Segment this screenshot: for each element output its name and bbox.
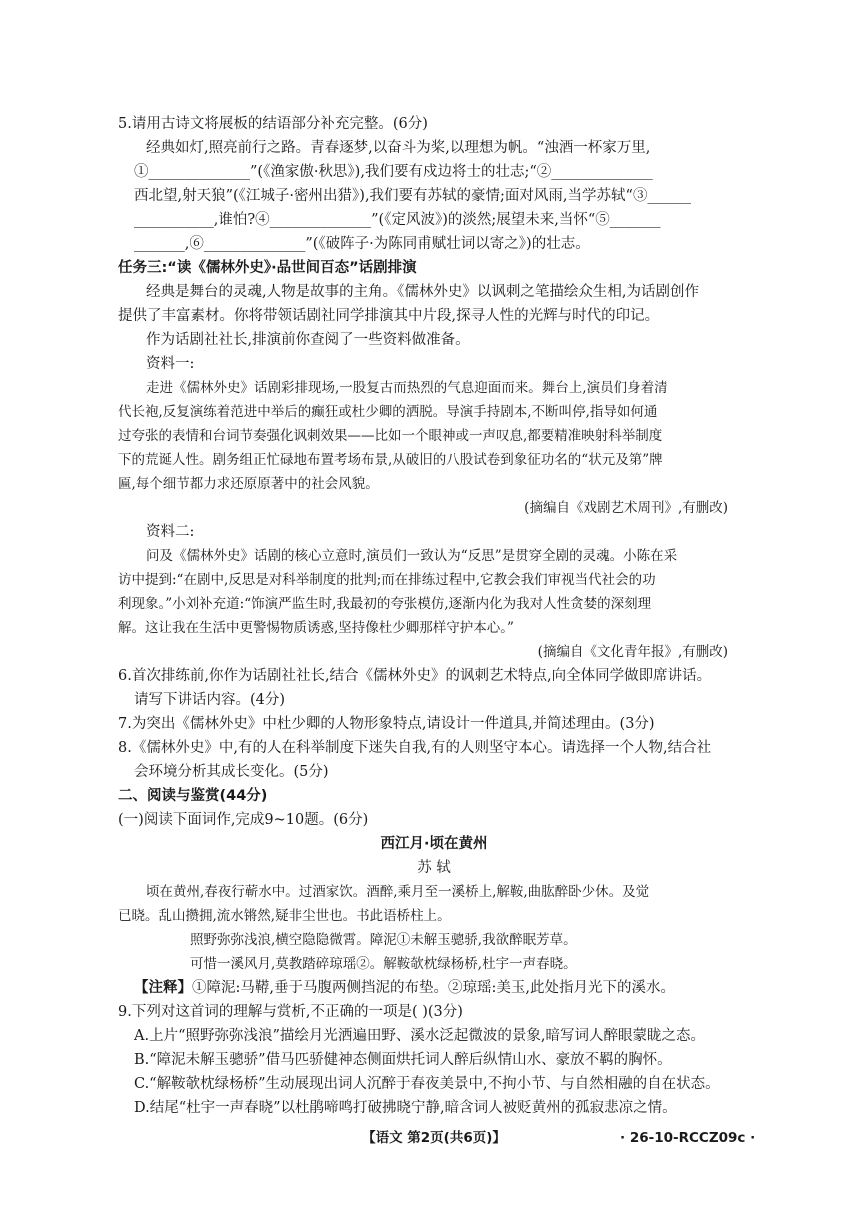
material-1-text: 代长袍,反复演练着范进中举后的癫狂或杜少卿的洒脱。导演手持剧本,不断叫停,指导如何通 — [118, 404, 658, 420]
poem-title: 西江月·顷在黄州 — [380, 836, 488, 852]
poem-verse: 照野弥弥浅浪,横空隐隐微霄。障泥①未解玉骢骄,我欲醉眠芳草。 — [190, 932, 577, 948]
question-5-text: ___________,谁怕?④______________”(《定风波》)的淡然;展望未来,当怀“⑤_______ — [134, 212, 661, 228]
question-5-text: _______,⑥______________”(《破阵子·为陈同甫赋壮词以寄之》)的壮志。 — [134, 236, 590, 252]
exam-code: · 26-10-RCCZ09c · — [620, 1130, 756, 1146]
poem-preface: 已晓。乱山攒拥,流水锵然,疑非尘世也。书此语桥柱上。 — [118, 908, 451, 924]
notes-text: ①障泥:马鞯,垂于马腹两侧挡泥的布垫。②琼瑶:美玉,此处指月光下的溪水。 — [192, 980, 675, 996]
material-1-text: 过夸张的表情和台词节奏强化讽刺效果——比如一个眼神或一声叹息,都要精准映射科举制度 — [118, 428, 663, 444]
question-5-text: 西北望,射天狼”(《江城子·密州出猎》),我们要有苏轼的豪情;面对风雨,当学苏轼“③______ — [134, 188, 691, 204]
section-2-title: 二、阅读与鉴赏(44分) — [118, 788, 268, 804]
material-1-text: 匾,每个细节都力求还原原著中的社会风貌。 — [118, 476, 379, 492]
task-3-intro: 提供了丰富素材。你将带领话剧社同学排演其中片段,探寻人性的光辉与时代的印记。 — [118, 308, 660, 324]
option-a: A.上片“照野弥弥浅浪”描绘月光洒遍田野、溪水泛起微波的景象,暗写词人醉眼蒙眬之态。 — [134, 1028, 706, 1044]
subsection-1-title: (一)阅读下面词作,完成9~10题。(6分) — [118, 812, 369, 828]
question-5-text: ①______________”(《渔家傲·秋思》),我们要有戍边将士的壮志;“②______________ — [134, 164, 653, 180]
material-2-text: 问及《儒林外史》话剧的核心立意时,演员们一致认为“反思”是贯穿全剧的灵魂。小陈在采 — [146, 548, 678, 564]
task-3-title: 任务三:“读《儒林外史》·品世间百态”话剧排演 — [118, 260, 417, 276]
page-footer-info: 【语文 第2页(共6页)】 — [362, 1130, 506, 1146]
question-9: 9.下列对这首词的理解与赏析,不正确的一项是( )(3分) — [118, 1004, 463, 1020]
material-2-source: (摘编自《文化青年报》,有删改) — [537, 644, 728, 660]
material-2-text: 解。这让我在生活中更警惕物质诱惑,坚持像杜少卿那样守护本心。” — [118, 620, 514, 636]
poem-author: 苏 轼 — [417, 860, 451, 876]
material-2-text: 利现象。”小刘补充道:“饰演严监生时,我最初的夸张模仿,逐渐内化为我对人性贪婪的深刻理 — [118, 596, 652, 612]
question-6: 请写下讲话内容。(4分) — [134, 692, 286, 708]
task-3-intro: 经典是舞台的灵魂,人物是故事的主角。《儒林外史》以讽刺之笔描绘众生相,为话剧创作 — [146, 284, 699, 300]
poem-verse: 可惜一溪风月,莫教踏碎琼瑶②。解鞍欹枕绿杨桥,杜宇一声春晓。 — [190, 956, 577, 972]
material-1-label: 资料一: — [146, 356, 195, 372]
question-5-text: 经典如灯,照亮前行之路。青春逐梦,以奋斗为桨,以理想为帆。“浊酒一杯家万里, — [146, 140, 651, 156]
question-8: 8.《儒林外史》中,有的人在科举制度下迷失自我,有的人则坚守本心。请选择一个人物,结合社 — [118, 740, 712, 756]
option-b: B.“障泥未解玉骢骄”借马匹骄健神态侧面烘托词人醉后纵情山水、豪放不羁的胸怀。 — [134, 1052, 672, 1068]
material-1-source: (摘编自《戏剧艺术周刊》,有删改) — [524, 500, 728, 516]
material-1-text: 走进《儒林外史》话剧彩排现场,一股复古而热烈的气息迎面而来。舞台上,演员们身着清 — [146, 380, 668, 396]
notes-label: 【注释】 — [134, 980, 192, 996]
question-5-title: 5.请用古诗文将展板的结语部分补充完整。(6分) — [118, 116, 428, 132]
material-1-text: 下的荒诞人性。剧务组正忙碌地布置考场布景,从破旧的八股试卷到象征功名的“状元及第”牌 — [118, 452, 663, 468]
question-6: 6.首次排练前,你作为话剧社社长,结合《儒林外史》的讽刺艺术特点,向全体同学做即席讲话。 — [118, 668, 712, 684]
question-8: 会环境分析其成长变化。(5分) — [134, 764, 329, 780]
option-d: D.结尾“杜宇一声春晓”以杜鹃啼鸣打破拂晓宁静,暗含词人被贬黄州的孤寂悲凉之情。 — [134, 1100, 677, 1116]
material-2-text: 访中提到:“在剧中,反思是对科举制度的批判;而在排练过程中,它教会我们审视当代社会的功 — [118, 572, 656, 588]
task-3-intro: 作为话剧社社长,排演前你查阅了一些资料做准备。 — [146, 332, 470, 348]
material-2-label: 资料二: — [146, 524, 195, 540]
poem-preface: 顷在黄州,春夜行蕲水中。过酒家饮。酒醉,乘月至一溪桥上,解鞍,曲肱醉卧少休。及觉 — [146, 884, 650, 900]
option-c: C.“解鞍欹枕绿杨桥”生动展现出词人沉醉于春夜美景中,不拘小节、与自然相融的自在状态。 — [134, 1076, 720, 1092]
question-7: 7.为突出《儒林外史》中杜少卿的人物形象特点,请设计一件道具,并简述理由。(3分) — [118, 716, 655, 732]
poem-notes — [134, 978, 675, 998]
